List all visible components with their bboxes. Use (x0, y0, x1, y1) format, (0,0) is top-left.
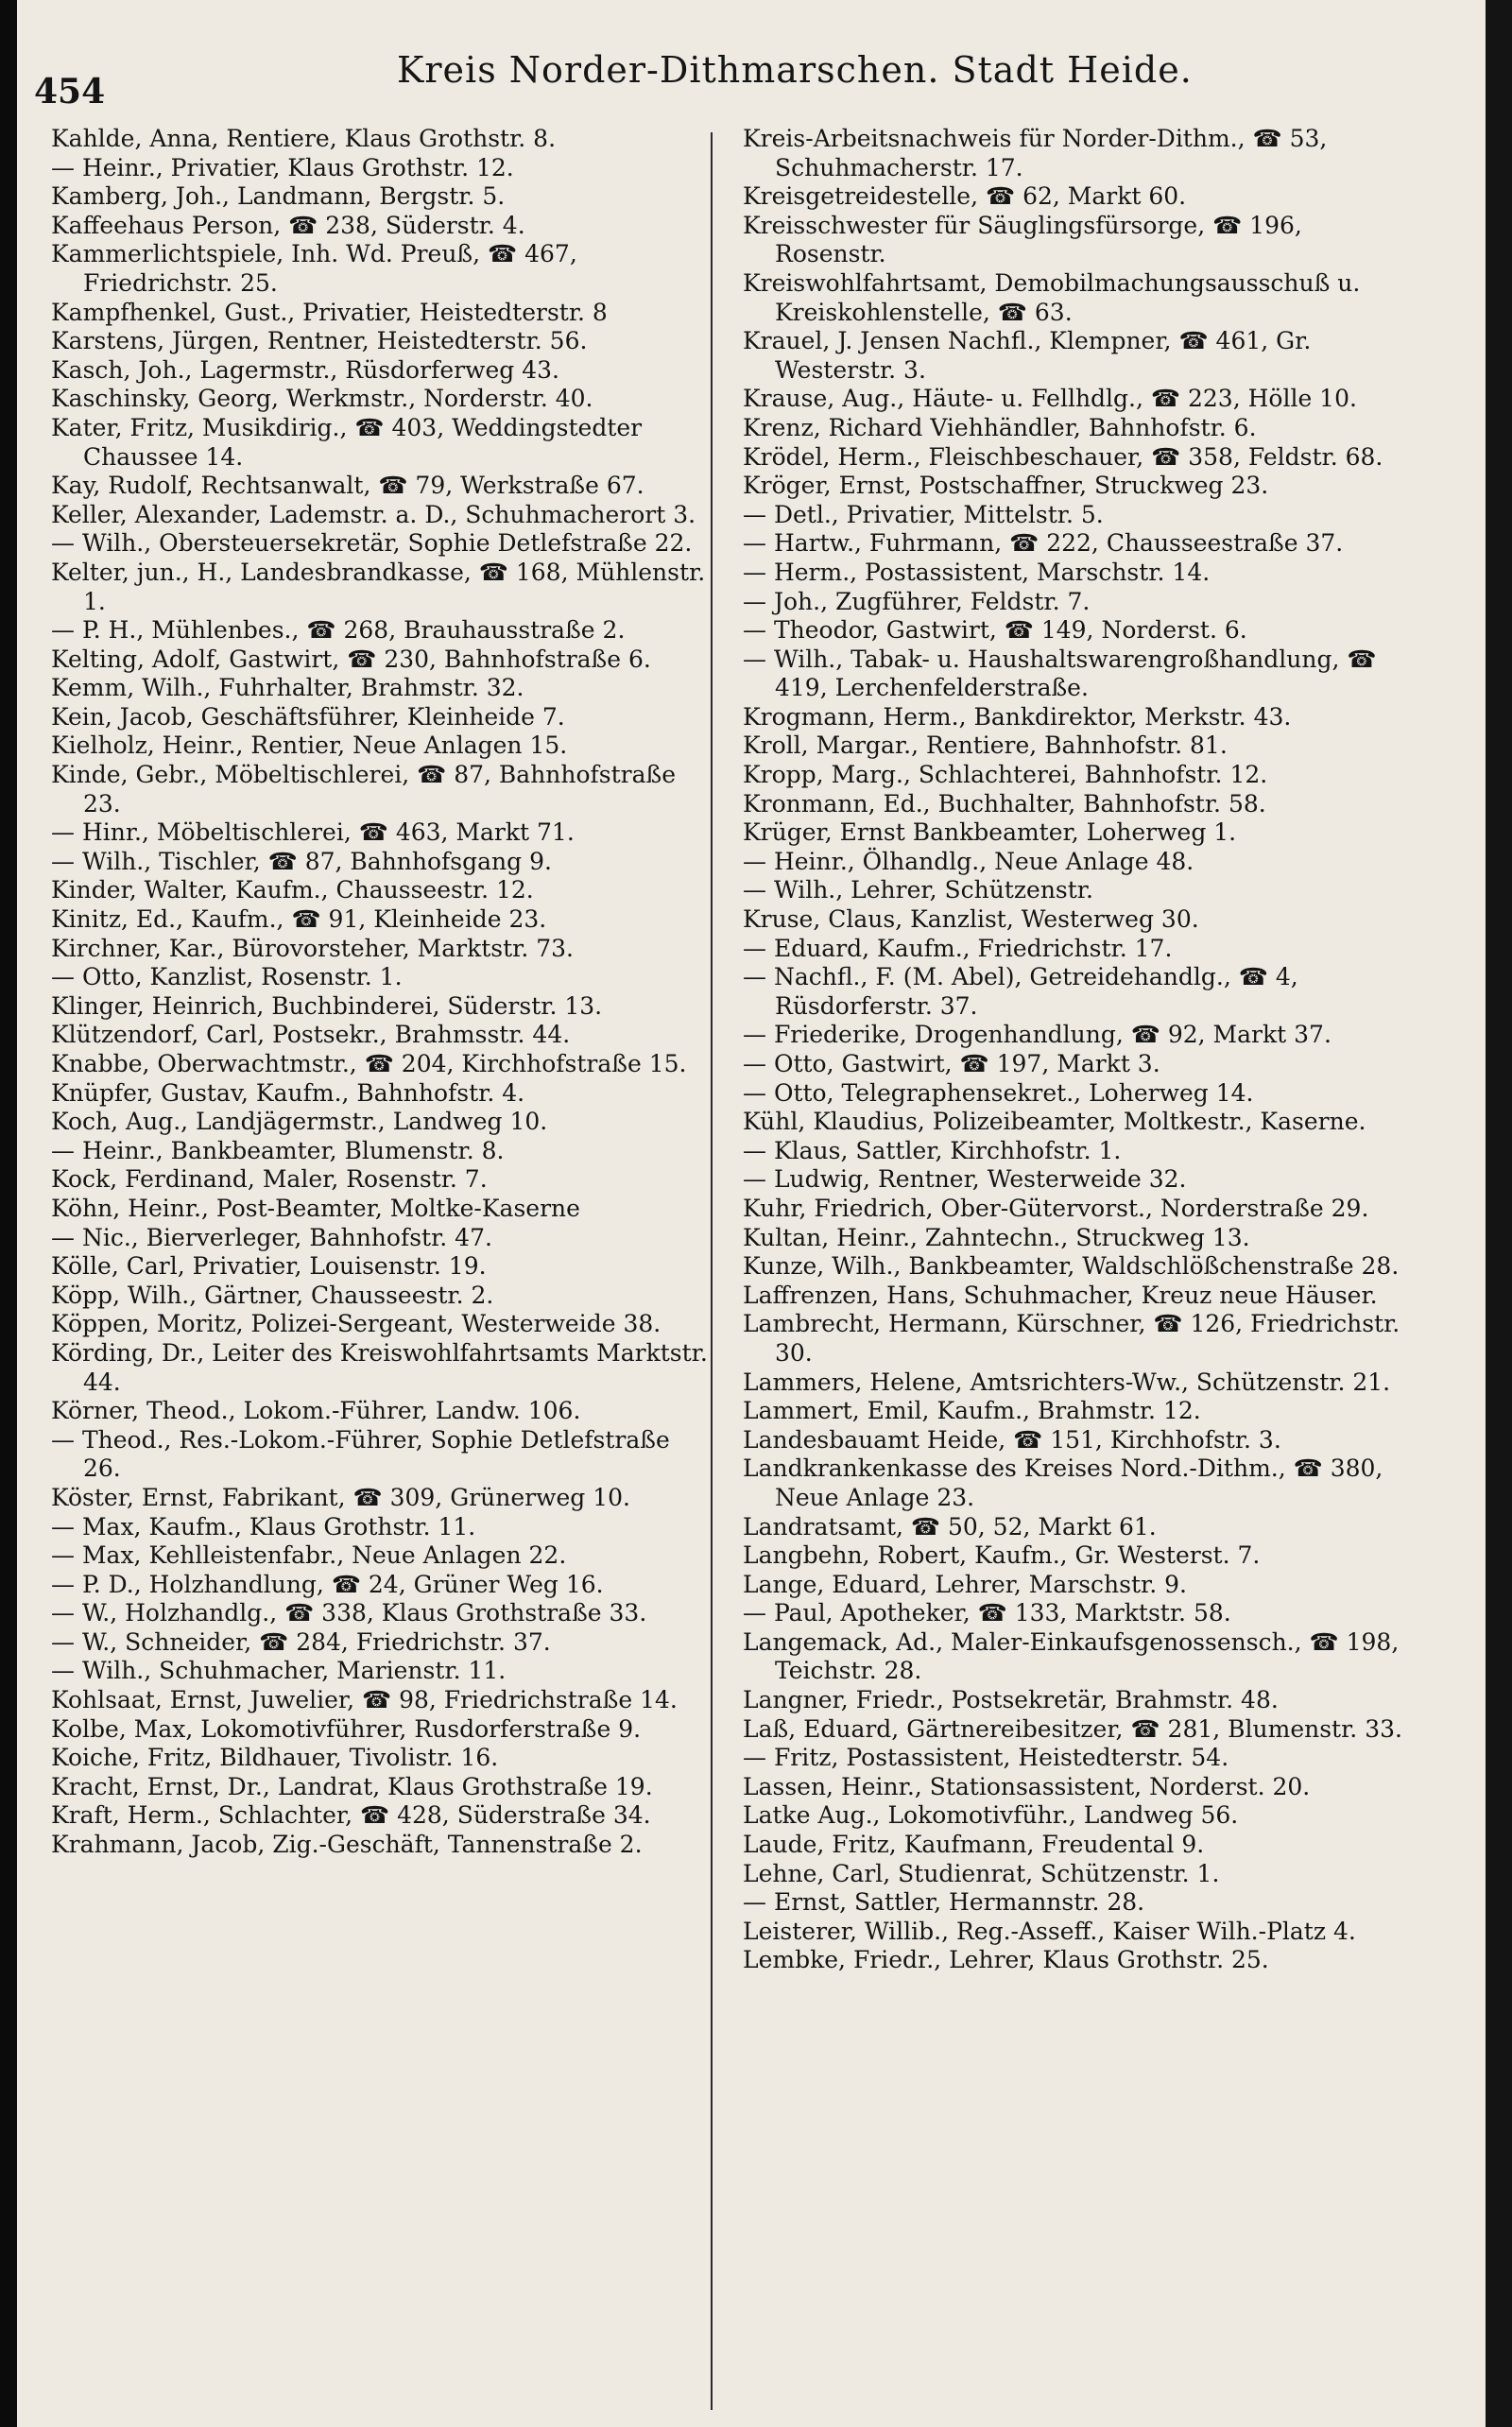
directory-entry: — Wilh., Schuhmacher, Marienstr. 11. (51, 1657, 507, 1685)
directory-entry: Krenz, Richard Viehhändler, Bahnhofstr. 6. (743, 413, 1257, 441)
directory-entry: — Friederike, Drogenhandlung, ☎ 92, Markt 37. (743, 1021, 1332, 1049)
directory-entry: Kracht, Ernst, Dr., Landrat, Klaus Grothstraße 19. (51, 1772, 653, 1800)
directory-entry: — P. D., Holzhandlung, ☎ 24, Grüner Weg 16. (51, 1570, 604, 1598)
directory-entry: — Nachfl., F. (M. Abel), Getreidehandlg., ☎ 4, Rüsdorferstr. 37. (743, 963, 1298, 1020)
directory-entry: Kohlsaat, Ernst, Juwelier, ☎ 98, Friedrichstraße 14. (51, 1686, 678, 1714)
directory-entry: Kielholz, Heinr., Rentier, Neue Anlagen 15. (51, 732, 568, 760)
directory-entry: Kelting, Adolf, Gastwirt, ☎ 230, Bahnhofstraße 6. (51, 645, 651, 673)
directory-entry: — Otto, Kanzlist, Rosenstr. 1. (51, 963, 403, 991)
directory-entry: Kuhr, Friedrich, Ober-Gütervorst., Norderstraße 29. (743, 1194, 1369, 1222)
directory-entry: Kock, Ferdinand, Maler, Rosenstr. 7. (51, 1165, 488, 1194)
directory-entry: Langner, Friedr., Postsekretär, Brahmstr. 48. (743, 1686, 1279, 1714)
directory-entry: — Theod., Res.-Lokom.-Führer, Sophie Detlefstraße 26. (51, 1425, 670, 1483)
directory-entry: — Heinr., Privatier, Klaus Grothstr. 12. (51, 153, 514, 181)
directory-entry: — Wilh., Lehrer, Schützenstr. (743, 876, 1093, 904)
directory-entry: — Joh., Zugführer, Feldstr. 7. (743, 587, 1091, 615)
directory-entry: Klinger, Heinrich, Buchbinderei, Süderstr. 13. (51, 991, 603, 1020)
directory-entry: — Wilh., Tabak- u. Haushaltswarengroßhandlung, ☎ 419, Lerchenfelderstraße. (743, 645, 1377, 702)
directory-entry: Leisterer, Willib., Reg.-Asseff., Kaiser Wilh.-Platz 4. (743, 1917, 1356, 1945)
directory-entry: — Theodor, Gastwirt, ☎ 149, Norderst. 6. (743, 616, 1247, 645)
directory-entry: Kamberg, Joh., Landmann, Bergstr. 5. (51, 182, 506, 211)
directory-entry: Landratsamt, ☎ 50, 52, Markt 61. (743, 1512, 1157, 1541)
directory-entry: Kreiswohlfahrtsamt, Demobilmachungsausschuß u. Kreiskohlenstelle, ☎ 63. (743, 268, 1361, 326)
directory-entry: Lembke, Friedr., Lehrer, Klaus Grothstr. 25. (743, 1946, 1269, 1974)
directory-entry: Knüpfer, Gustav, Kaufm., Bahnhofstr. 4. (51, 1078, 525, 1107)
directory-entry: Langbehn, Robert, Kaufm., Gr. Westerst. 7. (743, 1541, 1261, 1570)
directory-entry: Kroll, Margar., Rentiere, Bahnhofstr. 81. (743, 732, 1228, 760)
directory-entry: Klützendorf, Carl, Postsekr., Brahmsstr. 44. (51, 1021, 571, 1049)
directory-entry: — Heinr., Ölhandlg., Neue Anlage 48. (743, 847, 1194, 875)
directory-entry: Krause, Aug., Häute- u. Fellhdlg., ☎ 223, Hölle 10. (743, 385, 1357, 413)
directory-entry: Kaschinsky, Georg, Werkmstr., Norderstr. 40. (51, 385, 593, 413)
directory-entry: Lassen, Heinr., Stationsassistent, Norderst. 20. (743, 1772, 1311, 1800)
directory-entry: — Ludwig, Rentner, Westerweide 32. (743, 1165, 1187, 1194)
directory-entry: — Klaus, Sattler, Kirchhofstr. 1. (743, 1136, 1122, 1164)
directory-entry: Kreisgetreidestelle, ☎ 62, Markt 60. (743, 182, 1187, 211)
directory-entry: — P. H., Mühlenbes., ☎ 268, Brauhausstraße 2. (51, 616, 626, 645)
directory-entry: Kraft, Herm., Schlachter, ☎ 428, Süderstraße 34. (51, 1801, 651, 1830)
directory-entry: — W., Schneider, ☎ 284, Friedrichstr. 37. (51, 1627, 551, 1656)
directory-entry: Lammert, Emil, Kaufm., Brahmstr. 12. (743, 1397, 1201, 1425)
directory-entry: Langemack, Ad., Maler-Einkaufsgenossensch., ☎ 198, Teichstr. 28. (743, 1627, 1400, 1685)
directory-entry: Kammerlichtspiele, Inh. Wd. Preuß, ☎ 467, Friedrichstr. 25. (51, 240, 577, 297)
directory-entry: Kinder, Walter, Kaufm., Chausseestr. 12. (51, 876, 534, 904)
directory-entry: — Hartw., Fuhrmann, ☎ 222, Chausseestraße 37. (743, 529, 1344, 558)
directory-entry: Körner, Theod., Lokom.-Führer, Landw. 106. (51, 1397, 581, 1425)
directory-entry: Kahlde, Anna, Rentiere, Klaus Grothstr. 8. (51, 125, 557, 152)
directory-entry: — Otto, Telegraphensekret., Loherweg 14. (743, 1078, 1254, 1107)
directory-entry: Kultan, Heinr., Zahntechn., Struckweg 13. (743, 1223, 1250, 1251)
directory-entry: Karstens, Jürgen, Rentner, Heistedterstr. 56. (51, 327, 588, 355)
directory-entry: Knabbe, Oberwachtmstr., ☎ 204, Kirchhofstraße 15. (51, 1050, 687, 1077)
directory-entry: Kinde, Gebr., Möbeltischlerei, ☎ 87, Bahnhofstraße 23. (51, 761, 677, 818)
directory-entry: Kolbe, Max, Lokomotivführer, Rusdorferstraße 9. (51, 1714, 642, 1743)
directory-entry: Kemm, Wilh., Fuhrhalter, Brahmstr. 32. (51, 674, 524, 702)
directory-entry: Kröger, Ernst, Postschaffner, Struckweg 23. (743, 472, 1269, 500)
directory-entry: Laffrenzen, Hans, Schuhmacher, Kreuz neue Häuser. (743, 1281, 1378, 1309)
directory-entry: Kinitz, Ed., Kaufm., ☎ 91, Kleinheide 23. (51, 905, 547, 934)
directory-entry: Körding, Dr., Leiter des Kreiswohlfahrtsamts Marktstr. 44. (51, 1338, 708, 1396)
page-number: 454 (34, 72, 106, 112)
scan-edge-right (1486, 0, 1512, 2427)
directory-entry: Köpp, Wilh., Gärtner, Chausseestr. 2. (51, 1281, 494, 1309)
directory-entry: Lammers, Helene, Amtsrichters-Ww., Schützenstr. 21. (743, 1368, 1391, 1396)
directory-entry: Kreis-Arbeitsnachweis für Norder-Dithm., ☎ 53, Schuhmacherstr. 17. (743, 125, 1328, 181)
directory-entry: — Eduard, Kaufm., Friedrichstr. 17. (743, 934, 1173, 962)
directory-entry: Lehne, Carl, Studienrat, Schützenstr. 1. (743, 1859, 1220, 1887)
right-column (743, 125, 1404, 1975)
directory-entry: Kater, Fritz, Musikdirig., ☎ 403, Weddingstedter Chaussee 14. (51, 413, 643, 471)
directory-entry: Kühl, Klaudius, Polizeibeamter, Moltkestr., Kaserne. (743, 1108, 1366, 1136)
directory-entry: Kirchner, Kar., Bürovorsteher, Marktstr. 73. (51, 934, 574, 962)
directory-entry: Koch, Aug., Landjägermstr., Landweg 10. (51, 1108, 548, 1136)
directory-entry: Krauel, J. Jensen Nachfl., Klempner, ☎ 461, Gr. Westerstr. 3. (743, 327, 1312, 384)
directory-entry: — Herm., Postassistent, Marschstr. 14. (743, 558, 1211, 586)
directory-entry: Kruse, Claus, Kanzlist, Westerweg 30. (743, 905, 1199, 934)
directory-entry: Kasch, Joh., Lagermstr., Rüsdorferweg 43. (51, 355, 559, 384)
directory-entry: — Otto, Gastwirt, ☎ 197, Markt 3. (743, 1050, 1160, 1077)
directory-entry: Kelter, jun., H., Landesbrandkasse, ☎ 168, Mühlenstr. 1. (51, 558, 706, 615)
directory-entry: Kein, Jacob, Geschäftsführer, Kleinheide 7. (51, 702, 565, 731)
directory-entry: Laude, Fritz, Kaufmann, Freudental 9. (743, 1831, 1205, 1859)
scan-edge-left (0, 0, 17, 2427)
directory-entry: Kampfhenkel, Gust., Privatier, Heistedterstr. 8 (51, 298, 608, 326)
directory-entry: Kronmann, Ed., Buchhalter, Bahnhofstr. 58. (743, 789, 1266, 818)
directory-entry: Krogmann, Herm., Bankdirektor, Merkstr. 43. (743, 702, 1292, 731)
directory-entry: Latke Aug., Lokomotivführ., Landweg 56. (743, 1801, 1239, 1830)
directory-entry: Krüger, Ernst Bankbeamter, Loherweg 1. (743, 818, 1237, 847)
directory-entry: Landkrankenkasse des Kreises Nord.-Dithm., ☎ 380, Neue Anlage 23. (743, 1454, 1383, 1511)
directory-entry: Kreisschwester für Säuglingsfürsorge, ☎ 196, Rosenstr. (743, 211, 1302, 268)
directory-entry: — Fritz, Postassistent, Heistedterstr. 54. (743, 1744, 1229, 1772)
directory-entry: Krahmann, Jacob, Zig.-Geschäft, Tannenstraße 2. (51, 1831, 643, 1859)
directory-entry: — Paul, Apotheker, ☎ 133, Marktstr. 58. (743, 1599, 1231, 1627)
directory-entry: — W., Holzhandlg., ☎ 338, Klaus Grothstraße 33. (51, 1599, 647, 1627)
directory-entry: — Wilh., Obersteuersekretär, Sophie Detlefstraße 22. (51, 529, 693, 558)
directory-entry: Koiche, Fritz, Bildhauer, Tivolistr. 16. (51, 1744, 499, 1772)
directory-entry: — Hinr., Möbeltischlerei, ☎ 463, Markt 71. (51, 818, 575, 847)
left-column (51, 125, 713, 1860)
directory-entry: Landesbauamt Heide, ☎ 151, Kirchhofstr. 3. (743, 1425, 1281, 1454)
directory-entry: Kunze, Wilh., Bankbeamter, Waldschlößchenstraße 28. (743, 1252, 1400, 1281)
directory-entry: Köster, Ernst, Fabrikant, ☎ 309, Grünerweg 10. (51, 1483, 630, 1511)
directory-entry: — Nic., Bierverleger, Bahnhofstr. 47. (51, 1223, 492, 1251)
directory-entry: Laß, Eduard, Gärtnereibesitzer, ☎ 281, Blumenstr. 33. (743, 1714, 1402, 1743)
directory-entry: — Max, Kehlleistenfabr., Neue Anlagen 22. (51, 1541, 567, 1570)
directory-entry: Krödel, Herm., Fleischbeschauer, ☎ 358, Feldstr. 68. (743, 442, 1383, 471)
directory-entry: Kay, Rudolf, Rechtsanwalt, ☎ 79, Werkstraße 67. (51, 472, 644, 500)
directory-entry: Köhn, Heinr., Post-Beamter, Moltke-Kaserne (51, 1194, 580, 1222)
directory-entry: Lambrecht, Hermann, Kürschner, ☎ 126, Friedrichstr. 30. (743, 1310, 1400, 1367)
directory-entry: — Detl., Privatier, Mittelstr. 5. (743, 500, 1104, 528)
directory-entry: Kaffeehaus Person, ☎ 238, Süderstr. 4. (51, 211, 525, 239)
directory-entry: — Wilh., Tischler, ☎ 87, Bahnhofsgang 9. (51, 847, 552, 875)
directory-entry: Kölle, Carl, Privatier, Louisenstr. 19. (51, 1252, 487, 1281)
directory-entry: Kropp, Marg., Schlachterei, Bahnhofstr. 12. (743, 761, 1268, 789)
directory-entry: — Max, Kaufm., Klaus Grothstr. 11. (51, 1512, 476, 1541)
page-header: Kreis Norder-Dithmarschen. Stadt Heide. (397, 49, 1193, 91)
directory-entry: Köppen, Moritz, Polizei-Sergeant, Westerweide 38. (51, 1310, 662, 1338)
directory-entry: — Ernst, Sattler, Hermannstr. 28. (743, 1888, 1145, 1917)
directory-entry: Keller, Alexander, Lademstr. a. D., Schuhmacherort 3. (51, 500, 696, 528)
directory-entry: Lange, Eduard, Lehrer, Marschstr. 9. (743, 1570, 1187, 1598)
directory-entry: — Heinr., Bankbeamter, Blumenstr. 8. (51, 1136, 505, 1164)
